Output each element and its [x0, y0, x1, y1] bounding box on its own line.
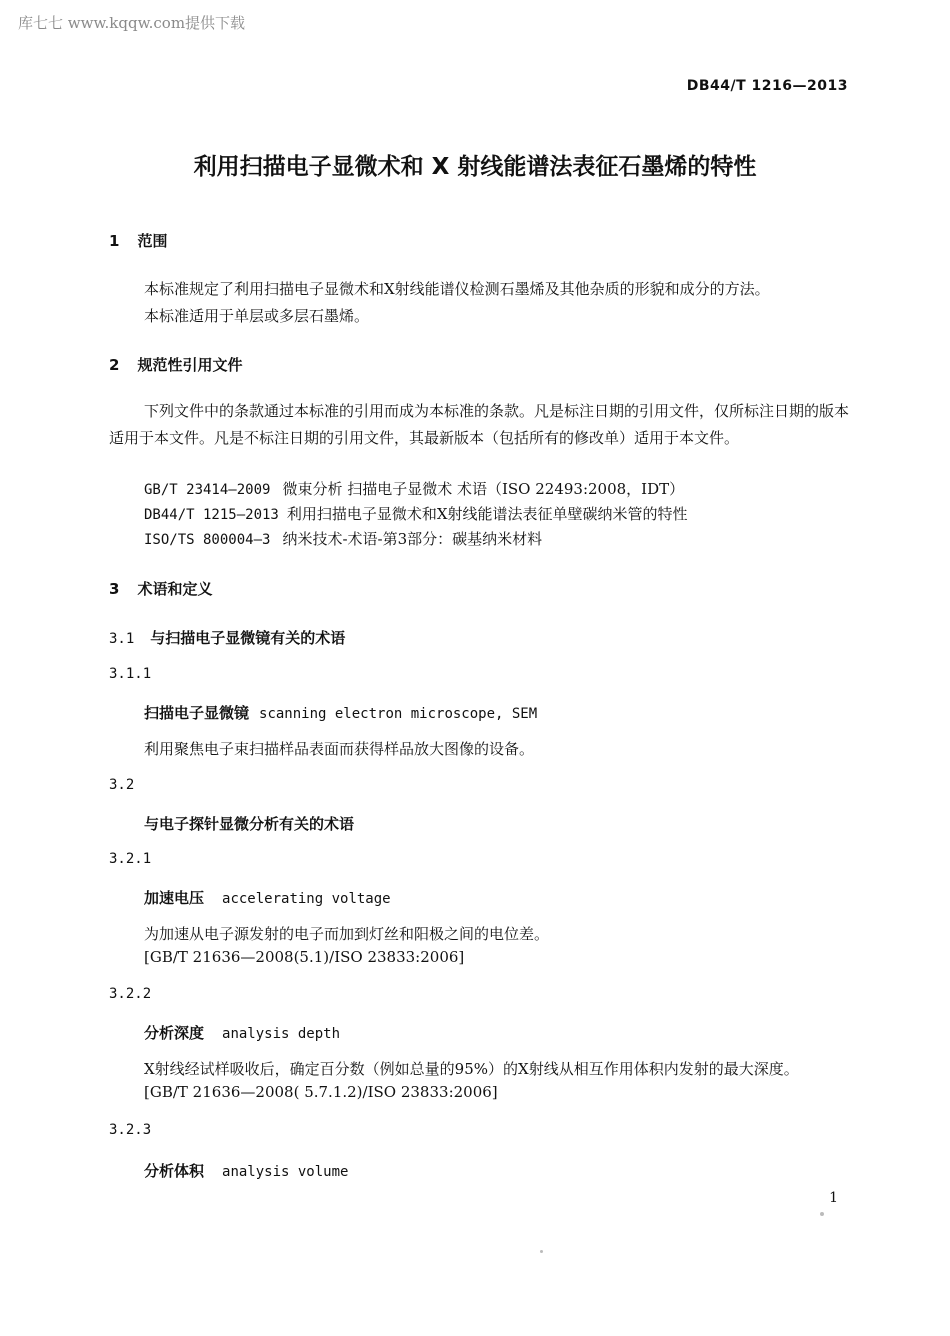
- term-heading: [144, 702, 537, 723]
- term-heading: [144, 1022, 340, 1043]
- normative-references-paragraph: 下列文件中的条款通过本标准的引用而成为本标准的条款。凡是标注日期的引用文件，仅所标注日期的版本适用于本文件。凡是不标注日期的引用文件，其最新版本（包括所有的修改单）适用于本文件。: [109, 402, 850, 447]
- scan-speck: [540, 1250, 543, 1253]
- reference-code: GB/T 23414—2009: [144, 482, 271, 498]
- term-definition: 利用聚焦电子束扫描样品表面而获得样品放大图像的设备。: [144, 740, 535, 758]
- clause-number: 3.2.2: [109, 986, 152, 1002]
- reference-title: 微束分析 扫描电子显微术 术语（ISO 22493:2008，IDT）: [282, 480, 685, 498]
- section-title: 范围: [137, 232, 168, 250]
- section-1-heading: [109, 230, 167, 251]
- clause-number: 3.2.1: [109, 851, 152, 867]
- scan-speck: [820, 1212, 824, 1216]
- clause-number: 3.1.1: [109, 666, 152, 682]
- reference-item: [144, 503, 688, 524]
- term-definition: 为加速从电子源发射的电子而加到灯丝和阳极之间的电位差。: [144, 925, 550, 943]
- subsection-title: 与扫描电子显微镜有关的术语: [150, 629, 346, 647]
- standard-number: DB44/T 1216—2013: [686, 78, 848, 94]
- term-chinese: 扫描电子显微镜: [144, 704, 250, 722]
- section-title: 规范性引用文件: [137, 356, 243, 374]
- reference-code: DB44/T 1215—2013: [144, 507, 279, 523]
- reference-title: 利用扫描电子显微术和X射线能谱法表征单壁碳纳米管的特性: [286, 505, 688, 523]
- term-heading: [144, 887, 391, 908]
- term-source: [GB/T 21636—2008( 5.7.1.2)/ISO 23833:2006]: [144, 1083, 498, 1101]
- term-english: analysis depth: [222, 1026, 341, 1042]
- term-heading: [144, 1160, 348, 1181]
- term-english: analysis volume: [222, 1164, 349, 1180]
- clause-number: 3.2: [109, 777, 135, 793]
- term-chinese: 加速电压: [144, 889, 205, 907]
- scope-paragraph-2: 本标准适用于单层或多层石墨烯。: [144, 307, 370, 325]
- term-chinese: 分析体积: [144, 1162, 205, 1180]
- reference-code: ISO/TS 800004—3: [144, 532, 271, 548]
- term-definition: X射线经试样吸收后，确定百分数（例如总量的95%）的X射线从相互作用体积内发射的最大深度。: [144, 1060, 799, 1078]
- reference-item: [144, 528, 542, 549]
- term-source: [GB/T 21636—2008(5.1)/ISO 23833:2006]: [144, 948, 465, 966]
- section-number: 1: [109, 232, 120, 250]
- subsection-3-1-heading: [109, 627, 345, 648]
- page-number: 1: [829, 1190, 838, 1206]
- section-number: 3: [109, 580, 120, 598]
- reference-item: [144, 478, 684, 499]
- section-3-heading: [109, 578, 212, 599]
- subsection-number: 3.1: [109, 631, 135, 647]
- scope-paragraph-1: 本标准规定了利用扫描电子显微术和X射线能谱仪检测石墨烯及其他杂质的形貌和成分的方法。: [144, 280, 770, 298]
- reference-title: 纳米技术-术语-第3部分：碳基纳米材料: [282, 530, 543, 548]
- subsection-3-2-heading: 与电子探针显微分析有关的术语: [144, 815, 355, 833]
- section-2-heading: [109, 354, 242, 375]
- clause-number: 3.2.3: [109, 1122, 152, 1138]
- term-english: accelerating voltage: [222, 891, 391, 907]
- page-title: 利用扫描电子显微术和 X 射线能谱法表征石墨烯的特性: [193, 154, 757, 180]
- term-english: scanning electron microscope, SEM: [259, 706, 538, 722]
- term-chinese: 分析深度: [144, 1024, 205, 1042]
- watermark: 库七七 www.kqqw.com提供下载: [18, 14, 246, 32]
- section-number: 2: [109, 356, 120, 374]
- section-title: 术语和定义: [137, 580, 213, 598]
